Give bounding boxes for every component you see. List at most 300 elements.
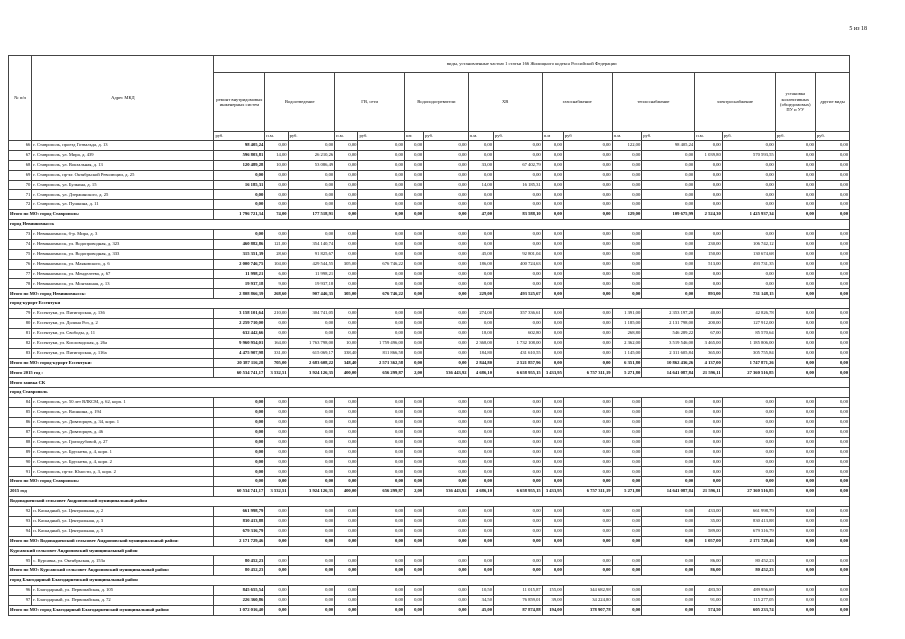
value-cell: 0,00 — [542, 309, 563, 319]
value-cell: 2 521 857,96 — [494, 358, 543, 368]
row-number: 87 — [9, 427, 32, 437]
value-cell: 0,00 — [563, 200, 612, 210]
value-cell: 0,00 — [335, 605, 358, 615]
value-cell: 0,00 — [722, 230, 775, 240]
value-cell: 0,00 — [214, 190, 265, 200]
unit-cell: руб. — [424, 132, 468, 141]
value-cell: 431 610,55 — [494, 348, 543, 358]
value-cell: 0,00 — [612, 239, 642, 249]
value-cell: 0,00 — [288, 328, 335, 338]
section-row — [9, 497, 850, 507]
header-col-water: Водоотведение — [265, 73, 335, 132]
value-cell: 0,00 — [405, 447, 424, 457]
value-cell: 0,00 — [335, 408, 358, 418]
row-address: г. Ставрополь, ул. Вокзальная, д. 13 — [32, 160, 214, 170]
value-cell: 0,00 — [265, 467, 288, 477]
unit-cell: п.м. — [335, 132, 358, 141]
value-cell: 0,00 — [815, 408, 849, 418]
value-cell: 27 360 516,85 — [722, 487, 775, 497]
value-cell: 0,00 — [815, 348, 849, 358]
value-cell: 40,00 — [695, 309, 723, 319]
value-cell: 0,00 — [335, 150, 358, 160]
row-address: с. Курсавка, ул. Октябрьская, д. 153а — [32, 556, 214, 566]
value-cell: 357 336,61 — [494, 309, 543, 319]
value-cell: 0,00 — [405, 338, 424, 348]
value-cell: 0,00 — [642, 259, 695, 269]
value-cell: 0,00 — [288, 190, 335, 200]
value-cell: 0,00 — [563, 269, 612, 279]
value-cell: 42 826,78 — [722, 309, 775, 319]
value-cell: 0,00 — [405, 249, 424, 259]
value-cell: 0,00 — [775, 239, 815, 249]
unit-cell: руб. — [642, 132, 695, 141]
row-address: г. Ставрополь, ул. Доваторцев, д. 34, корп. 1 — [32, 417, 214, 427]
value-cell: 0,00 — [288, 398, 335, 408]
value-cell: 11 015,87 — [494, 586, 543, 596]
value-cell: 0,00 — [612, 150, 642, 160]
value-cell: 0,00 — [563, 398, 612, 408]
value-cell: 0,00 — [612, 408, 642, 418]
value-cell: 0,00 — [288, 427, 335, 437]
value-cell: 615 069,17 — [288, 348, 335, 358]
table-row — [9, 447, 850, 457]
value-cell: 0,00 — [542, 427, 563, 437]
row-address: г. Ставрополь, ул. 50 лет ВЛКСМ, д. 62, корп. 1 — [32, 398, 214, 408]
value-cell: 305,00 — [335, 289, 358, 299]
value-cell: 0,00 — [815, 230, 849, 240]
value-cell: 0,00 — [563, 259, 612, 269]
value-cell: 80 452,23 — [722, 566, 775, 576]
value-cell: 0,00 — [815, 506, 849, 516]
unit-cell: руб. — [722, 132, 775, 141]
value-cell: 0,00 — [335, 595, 358, 605]
value-cell: 0,00 — [612, 566, 642, 576]
value-cell: 9 960 954,01 — [214, 338, 265, 348]
value-cell: 0,00 — [722, 200, 775, 210]
value-cell: 0,00 — [815, 437, 849, 447]
row-number: 67 — [9, 150, 32, 160]
value-cell: 0,00 — [815, 210, 849, 220]
value-cell: 1 072 016,40 — [214, 605, 265, 615]
value-cell: 0,00 — [775, 309, 815, 319]
value-cell: 0,00 — [612, 437, 642, 447]
works-table-container — [8, 55, 850, 616]
value-cell: 0,00 — [405, 180, 424, 190]
value-cell: 0,00 — [563, 279, 612, 289]
table-row — [9, 309, 850, 319]
value-cell: 0,00 — [563, 150, 612, 160]
value-cell: 0,00 — [494, 556, 543, 566]
value-cell: 0,00 — [563, 210, 612, 220]
value-cell: 0,00 — [265, 417, 288, 427]
value-cell: 602,80 — [494, 328, 543, 338]
value-cell: 0,00 — [542, 536, 563, 546]
table-row — [9, 408, 850, 418]
value-cell: 0,00 — [815, 269, 849, 279]
value-cell: 0,00 — [358, 398, 405, 408]
value-cell: 0,00 — [542, 328, 563, 338]
value-cell: 1 759 496,00 — [358, 338, 405, 348]
value-cell: 0,00 — [563, 427, 612, 437]
value-cell: 0,00 — [494, 467, 543, 477]
table-row — [9, 259, 850, 269]
value-cell: 230,00 — [695, 239, 723, 249]
row-number: 74 — [9, 239, 32, 249]
value-cell: 0,00 — [775, 160, 815, 170]
value-cell: 0,00 — [722, 269, 775, 279]
value-cell: 0,00 — [722, 457, 775, 467]
value-cell: 0,00 — [494, 239, 543, 249]
value-cell: 0,00 — [642, 398, 695, 408]
value-cell: 0,00 — [542, 437, 563, 447]
value-cell: 0,00 — [775, 230, 815, 240]
value-cell: 0,00 — [358, 447, 405, 457]
value-cell: 1 747 871,26 — [722, 358, 775, 368]
unit-cell: руб. — [775, 132, 815, 141]
value-cell: 0,00 — [468, 556, 493, 566]
value-cell: 0,00 — [775, 259, 815, 269]
value-cell: 0,00 — [358, 309, 405, 319]
value-cell: 0,00 — [468, 170, 493, 180]
row-number: 72 — [9, 200, 32, 210]
value-cell: 0,00 — [815, 279, 849, 289]
value-cell: 0,00 — [335, 467, 358, 477]
value-cell: 0,00 — [563, 408, 612, 418]
value-cell: 35,00 — [695, 516, 723, 526]
value-cell: 0,00 — [288, 457, 335, 467]
value-cell: 0,00 — [563, 239, 612, 249]
value-cell: 0,00 — [288, 556, 335, 566]
value-cell: 3 924 126,35 — [288, 487, 335, 497]
value-cell: 80 452,23 — [722, 556, 775, 566]
value-cell: 0,00 — [722, 467, 775, 477]
value-cell: 10,00 — [265, 160, 288, 170]
header-col-heat: теплоснабжение — [612, 73, 695, 132]
value-cell: 0,00 — [424, 239, 468, 249]
row-number: 82 — [9, 338, 32, 348]
value-cell: 0,00 — [775, 180, 815, 190]
header-col-gvs: ГВ, сети — [335, 73, 405, 132]
value-cell: 0,00 — [265, 408, 288, 418]
value-cell: 80 452,23 — [214, 556, 265, 566]
value-cell: 0,00 — [494, 269, 543, 279]
value-cell: 676 746,22 — [358, 289, 405, 299]
value-cell: 1 185,00 — [612, 319, 642, 329]
value-cell: 194,00 — [542, 605, 563, 615]
value-cell: 0,00 — [775, 328, 815, 338]
row-number: 97 — [9, 595, 32, 605]
value-cell: 0,00 — [642, 427, 695, 437]
value-cell: 0,00 — [335, 437, 358, 447]
row-number: 71 — [9, 190, 32, 200]
value-cell: 0,00 — [563, 230, 612, 240]
value-cell: 0,00 — [695, 200, 723, 210]
value-cell: 1 763 798,00 — [288, 338, 335, 348]
value-cell: 0,00 — [494, 150, 543, 160]
value-cell: 493 525,67 — [494, 289, 543, 299]
value-cell: 0,00 — [563, 417, 612, 427]
value-cell: 0,00 — [775, 408, 815, 418]
value-cell: 210,00 — [265, 309, 288, 319]
value-cell: 0,00 — [563, 516, 612, 526]
value-cell: 0,00 — [563, 328, 612, 338]
value-cell: 0,00 — [214, 408, 265, 418]
value-cell: 0,00 — [335, 516, 358, 526]
unit-cell: руб. — [288, 132, 335, 141]
value-cell: 2 362,00 — [612, 338, 642, 348]
value-cell: 0,00 — [265, 141, 288, 151]
value-cell: 0,00 — [335, 269, 358, 279]
section-label: Курсавский сельсовет Андроповский муниципальный район — [9, 546, 850, 556]
value-cell: 34 224,80 — [563, 595, 612, 605]
value-cell: 0,00 — [494, 447, 543, 457]
row-address: г. Невинномысск, ул. Водопроводная, д. 323 — [32, 239, 214, 249]
value-cell: 0,00 — [358, 595, 405, 605]
value-cell: 11 998,21 — [288, 269, 335, 279]
value-cell: 0,00 — [612, 506, 642, 516]
value-cell: 0,00 — [775, 586, 815, 596]
value-cell: 0,00 — [214, 230, 265, 240]
value-cell: 0,00 — [424, 556, 468, 566]
row-address: г. Ессентуки, ул. Кисловодская, д. 26а — [32, 338, 214, 348]
value-cell: 47,00 — [468, 210, 493, 220]
value-cell: 0,00 — [775, 427, 815, 437]
row-address: г. Невинномысск, б-р. Мира, д. 3 — [32, 230, 214, 240]
value-cell: 0,00 — [265, 536, 288, 546]
value-cell: 0,00 — [405, 516, 424, 526]
row-address: г. Ставрополь, проезд Готвальда, д. 13 — [32, 141, 214, 151]
value-cell: 0,00 — [542, 160, 563, 170]
value-cell: 493 731,35 — [722, 259, 775, 269]
value-cell: 0,00 — [695, 467, 723, 477]
value-cell: 0,00 — [642, 417, 695, 427]
value-cell: 3 532,51 — [265, 368, 288, 378]
value-cell: 0,00 — [642, 239, 695, 249]
value-cell: 731 148,15 — [722, 289, 775, 299]
value-cell: 0,00 — [815, 427, 849, 437]
value-cell: 0,00 — [494, 566, 543, 576]
value-cell: 45,00 — [468, 605, 493, 615]
row-number: 89 — [9, 447, 32, 457]
value-cell: 0,00 — [722, 447, 775, 457]
value-cell: 348,40 — [335, 358, 358, 368]
value-cell: 536 443,92 — [424, 487, 468, 497]
table-row — [9, 269, 850, 279]
value-cell: 0,00 — [405, 170, 424, 180]
value-cell: 3 433,95 — [542, 368, 563, 378]
value-cell: 0,00 — [214, 200, 265, 210]
value-cell: 83 588,10 — [494, 210, 543, 220]
total-row — [9, 605, 850, 615]
value-cell: 229,00 — [468, 289, 493, 299]
value-cell: 2 353 197,20 — [642, 309, 695, 319]
value-cell: 0,00 — [642, 200, 695, 210]
table-row — [9, 160, 850, 170]
value-cell: 0,00 — [335, 477, 358, 487]
value-cell: 0,00 — [775, 210, 815, 220]
value-cell: 0,00 — [358, 516, 405, 526]
value-cell: 0,00 — [494, 279, 543, 289]
row-address: г. Ставрополь, ул. Пушкина, д. 11 — [32, 200, 214, 210]
value-cell: 1 796 721,34 — [214, 210, 265, 220]
value-cell: 2,00 — [405, 368, 424, 378]
value-cell: 0,00 — [214, 457, 265, 467]
value-cell: 0,00 — [612, 180, 642, 190]
value-cell: 0,00 — [214, 398, 265, 408]
value-cell: 0,00 — [335, 457, 358, 467]
value-cell: 0,00 — [265, 506, 288, 516]
value-cell: 0,00 — [424, 338, 468, 348]
row-address: г. Ставрополь, пр-кт. Октябрьской Революции, д. 25 — [32, 170, 214, 180]
value-cell: 0,00 — [358, 566, 405, 576]
value-cell: 0,00 — [358, 536, 405, 546]
value-cell: 0,00 — [563, 319, 612, 329]
value-cell: 0,00 — [358, 605, 405, 615]
value-cell: 0,00 — [642, 269, 695, 279]
value-cell: 0,00 — [775, 417, 815, 427]
value-cell: 0,00 — [642, 536, 695, 546]
value-cell: 0,00 — [265, 230, 288, 240]
value-cell: 19 937,18 — [214, 279, 265, 289]
value-cell: 0,00 — [775, 487, 815, 497]
value-cell: 6 658 955,15 — [494, 368, 543, 378]
value-cell: 0,00 — [695, 398, 723, 408]
section-label: Итого заявка СК — [9, 378, 850, 388]
value-cell: 0,00 — [563, 526, 612, 536]
header-col-hv: ХВ — [468, 73, 542, 132]
value-cell: 0,00 — [695, 477, 723, 487]
value-cell: 0,00 — [494, 200, 543, 210]
value-cell: 0,00 — [424, 586, 468, 596]
value-cell: 0,00 — [468, 190, 493, 200]
value-cell: 0,00 — [612, 457, 642, 467]
value-cell: 0,00 — [468, 437, 493, 447]
value-cell: 0,00 — [335, 141, 358, 151]
value-cell: 0,00 — [288, 141, 335, 151]
value-cell: 2 000 746,75 — [214, 259, 265, 269]
value-cell: 0,00 — [335, 160, 358, 170]
value-cell: 18,00 — [468, 328, 493, 338]
value-cell: 0,00 — [335, 398, 358, 408]
value-cell: 0,00 — [468, 536, 493, 546]
value-cell: 0,00 — [815, 249, 849, 259]
value-cell: 0,00 — [642, 506, 695, 516]
value-cell: 268,80 — [612, 328, 642, 338]
value-cell: 1 425 937,34 — [722, 210, 775, 220]
value-cell: 331,00 — [265, 348, 288, 358]
value-cell: 0,00 — [642, 566, 695, 576]
value-cell: 0,00 — [335, 180, 358, 190]
row-address: п. Каскадный, ул. Центральная, д. 2 — [32, 506, 214, 516]
table-row — [9, 467, 850, 477]
value-cell: 0,00 — [642, 408, 695, 418]
header-col-total: ремонт внутридомовых инженерных систем — [214, 73, 265, 132]
table-body — [9, 141, 850, 616]
value-cell: 10 862 436,26 — [642, 358, 695, 368]
value-cell: 0,00 — [542, 180, 563, 190]
value-cell: 0,00 — [288, 230, 335, 240]
value-cell: 0,00 — [775, 200, 815, 210]
value-cell: 0,00 — [468, 200, 493, 210]
value-cell: 98 405,24 — [214, 141, 265, 151]
value-cell: 0,00 — [424, 141, 468, 151]
value-cell: 0,00 — [494, 141, 543, 151]
value-cell: 0,00 — [612, 516, 642, 526]
value-cell: 0,00 — [358, 160, 405, 170]
value-cell: 0,00 — [358, 506, 405, 516]
value-cell: 0,00 — [542, 200, 563, 210]
value-cell: 0,00 — [405, 289, 424, 299]
value-cell: 0,00 — [405, 556, 424, 566]
value-cell: 2 171 729,46 — [214, 536, 265, 546]
value-cell: 0,00 — [815, 289, 849, 299]
value-cell: 0,00 — [775, 249, 815, 259]
table-row — [9, 249, 850, 259]
total-label: Итого по МО: город Невинномысск: — [9, 289, 214, 299]
value-cell: 574,50 — [695, 605, 723, 615]
row-number: 69 — [9, 170, 32, 180]
section-row — [9, 576, 850, 586]
value-cell: 0,00 — [288, 536, 335, 546]
total-label: Итого по МО: Водопадненский сельсовет Андроповский муниципальный район: — [9, 536, 214, 546]
value-cell: 0,00 — [542, 249, 563, 259]
value-cell: 0,00 — [405, 230, 424, 240]
value-cell: 0,00 — [358, 141, 405, 151]
value-cell: 92 801,04 — [494, 249, 543, 259]
value-cell: 338,40 — [335, 348, 358, 358]
value-cell: 0,00 — [424, 230, 468, 240]
value-cell: 0,00 — [405, 427, 424, 437]
unit-cell: руб — [563, 132, 612, 141]
value-cell: 0,00 — [405, 259, 424, 269]
value-cell: 0,00 — [405, 417, 424, 427]
value-cell: 0,00 — [775, 358, 815, 368]
table-row — [9, 200, 850, 210]
value-cell: 0,00 — [288, 516, 335, 526]
value-cell: 0,00 — [288, 506, 335, 516]
value-cell: 2 571 362,58 — [358, 358, 405, 368]
value-cell: 0,00 — [265, 586, 288, 596]
row-address: г. Ставрополь, ул. Бруснева, д. 4, корп. 1 — [32, 447, 214, 457]
value-cell: 0,00 — [612, 526, 642, 536]
value-cell: 0,00 — [405, 477, 424, 487]
value-cell: 0,00 — [405, 269, 424, 279]
row-address: г. Ставрополь, ул. Бруснева, д. 4, корп. 2 — [32, 457, 214, 467]
unit-cell: руб. — [494, 132, 543, 141]
value-cell: 0,00 — [424, 526, 468, 536]
unit-cell: п.м. — [695, 132, 723, 141]
value-cell: 67 402,79 — [494, 160, 543, 170]
value-cell: 0,00 — [335, 210, 358, 220]
value-cell: 0,00 — [358, 328, 405, 338]
value-cell: 0,00 — [405, 467, 424, 477]
value-cell: 513,00 — [695, 259, 723, 269]
row-address: г. Благодарный, ул. Первомайская, д. 105 — [32, 586, 214, 596]
value-cell: 27 360 516,85 — [722, 368, 775, 378]
value-cell: 0,00 — [542, 210, 563, 220]
section-label: город Ставрополь — [9, 388, 850, 398]
value-cell: 0,00 — [288, 477, 335, 487]
value-cell: 0,00 — [612, 536, 642, 546]
value-cell: 0,00 — [612, 200, 642, 210]
value-cell: 14 641 087,84 — [642, 487, 695, 497]
value-cell: 0,00 — [563, 309, 612, 319]
value-cell: 0,00 — [642, 477, 695, 487]
unit-cell: п.м. — [265, 132, 288, 141]
value-cell: 0,00 — [358, 477, 405, 487]
row-address: г. Ставрополь, ул. Мира, д. 439 — [32, 150, 214, 160]
total-row — [9, 289, 850, 299]
